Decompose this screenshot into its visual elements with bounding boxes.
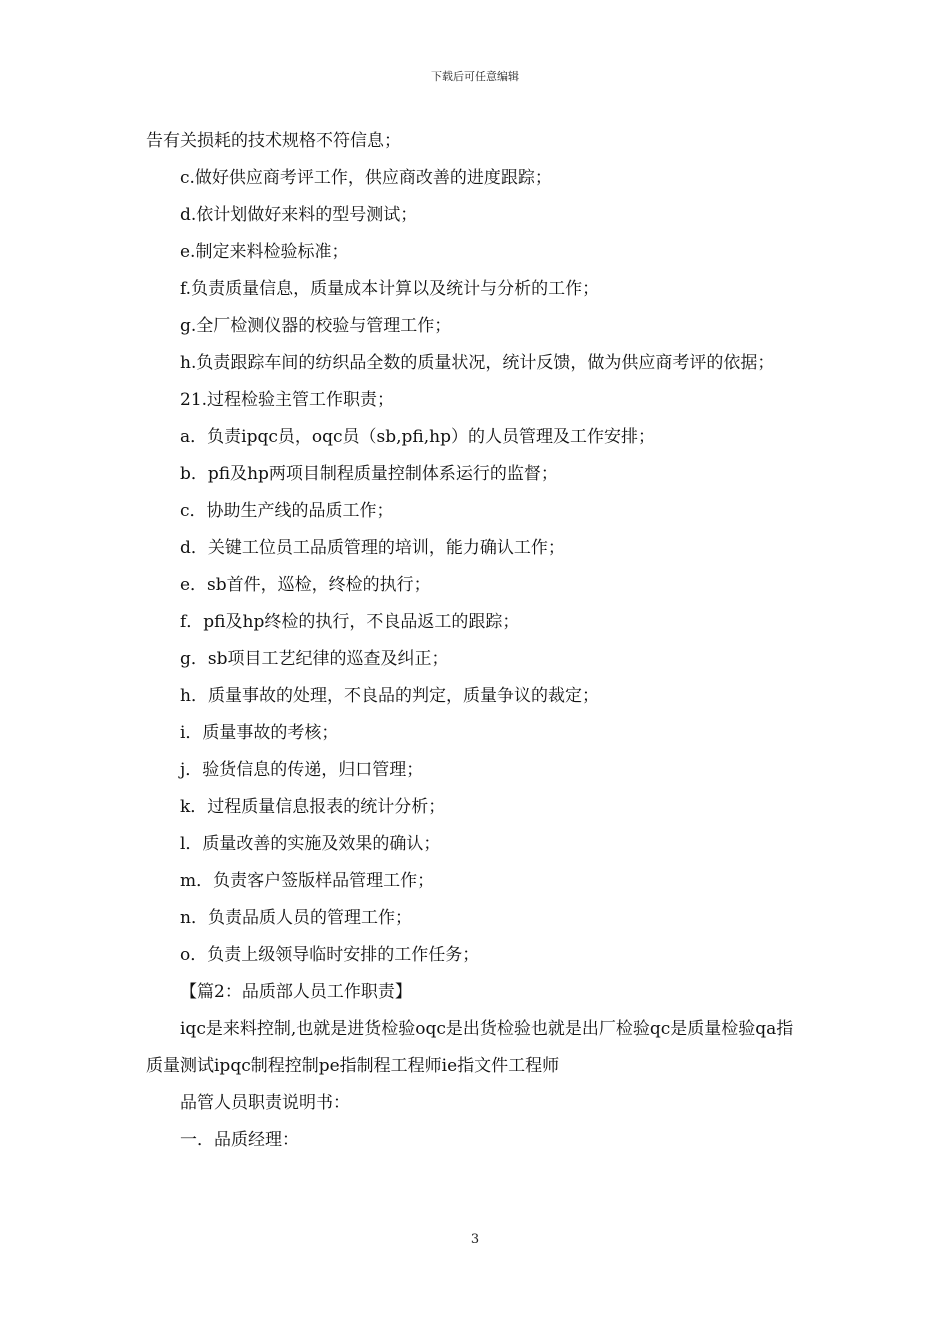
paragraph: j．验货信息的传递，归口管理； — [180, 760, 424, 780]
paragraph: l．质量改善的实施及效果的确认； — [180, 834, 441, 854]
paragraph: c.做好供应商考评工作，供应商改善的进度跟踪； — [180, 168, 552, 188]
paragraph: c．协助生产线的品质工作； — [180, 501, 394, 521]
paragraph: g.全厂检测仪器的校验与管理工作； — [180, 316, 452, 336]
paragraph: e.制定来料检验标准； — [180, 242, 349, 262]
page-number: 3 — [470, 1232, 480, 1247]
paragraph: 告有关损耗的技术规格不符信息； — [146, 131, 401, 151]
paragraph: h．质量事故的处理，不良品的判定，质量争议的裁定； — [180, 686, 599, 706]
paragraph: k．过程质量信息报表的统计分析； — [180, 797, 446, 817]
paragraph: 品管人员职责说明书： — [180, 1093, 350, 1113]
paragraph: h.负责跟踪车间的纺织品全数的质量状况，统计反馈，做为供应商考评的依据； — [180, 353, 775, 373]
paragraph: f.负责质量信息，质量成本计算以及统计与分析的工作； — [180, 279, 600, 299]
paragraph: o．负责上级领导临时安排的工作任务； — [180, 945, 480, 965]
paragraph: iqc是来料控制,也就是进货检验oqc是出货检验也就是出厂检验qc是质量检验qa指质量测试ipqc制程控制pe指制程工程师ie指文件工程师 — [146, 1019, 794, 1076]
paragraph: 21.过程检验主管工作职责； — [180, 390, 395, 410]
paragraph: a．负责ipqc员，oqc员（sb,pfi,hp）的人员管理及工作安排； — [180, 427, 655, 447]
page-header: 下载后可任意编辑 — [431, 70, 519, 83]
paragraph: d．关键工位员工品质管理的培训，能力确认工作； — [180, 538, 565, 558]
body-text — [146, 123, 810, 1159]
section-heading: 【篇2：品质部人员工作职责】 — [180, 982, 412, 1002]
paragraph: d.依计划做好来料的型号测试； — [180, 205, 418, 225]
paragraph: f．pfi及hp终检的执行，不良品返工的跟踪； — [180, 612, 520, 632]
paragraph: n．负责品质人员的管理工作； — [180, 908, 412, 928]
paragraph: g．sb项目工艺纪律的巡查及纠正； — [180, 649, 449, 669]
paragraph: e．sb首件，巡检，终检的执行； — [180, 575, 431, 595]
paragraph: m．负责客户签版样品管理工作； — [180, 871, 435, 891]
paragraph: i．质量事故的考核； — [180, 723, 339, 743]
paragraph: b．pfi及hp两项目制程质量控制体系运行的监督； — [180, 464, 558, 484]
paragraph: 一．品质经理： — [180, 1130, 299, 1150]
